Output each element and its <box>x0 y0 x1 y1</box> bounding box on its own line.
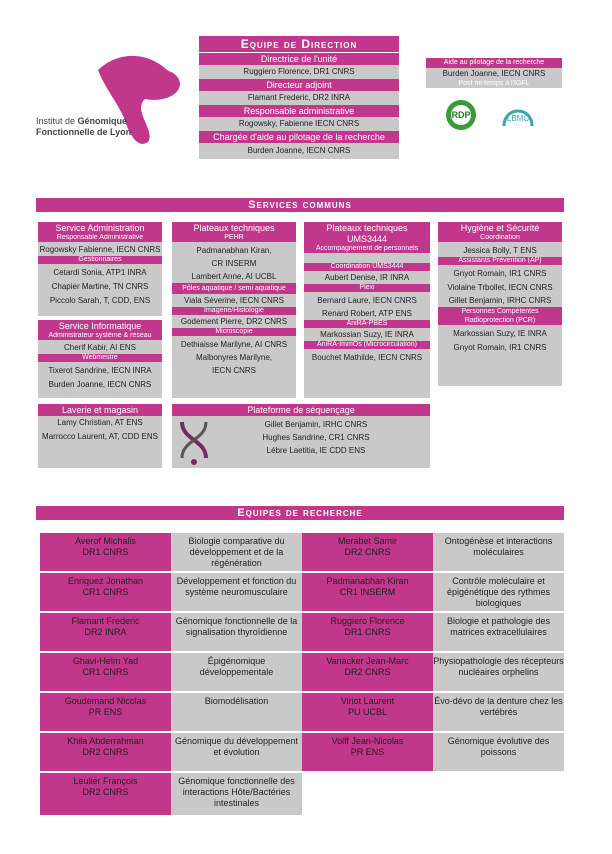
hyg-line-3: Violaine Trbollet, IECN CNRS <box>447 283 553 292</box>
team-name: Ghavi-Helm Yad <box>72 656 139 666</box>
team-rank: CR1 CNRS <box>82 667 129 677</box>
admin-sub2: Gestionnaires <box>38 256 162 264</box>
ums-title2: UMS3444 <box>304 234 430 245</box>
team-rank: DR2 CNRS <box>82 787 129 797</box>
direction-label-4: Chargée d'aide au pilotage de la recherche <box>199 131 399 143</box>
plateaux-pehr <box>172 222 296 398</box>
admin-line-3: Chapier Martine, TN CNRS <box>51 282 149 291</box>
research-title: Equipes de recherche <box>36 506 564 520</box>
team-head-3 <box>302 573 433 611</box>
team-name: Averof Michalis <box>75 536 136 546</box>
aide-name: Burden Joanne, IECN CNRS <box>426 68 562 80</box>
pehr-sub1: PEHR <box>172 234 296 242</box>
info-line-1: Cherif Kabir, AI ENS <box>63 343 137 352</box>
ums-line-5: Bouchet Mathilde, IECN CNRS <box>311 353 423 362</box>
service-administration <box>38 222 162 316</box>
team-topic-12: Génomique fonctionnelle des interactions Hôte/Bactéries intestinales <box>171 773 302 815</box>
info-sub: Administrateur système & réseau <box>38 332 162 340</box>
team-name: Vanacker Jean-Marc <box>326 656 409 666</box>
direction-name-3: Rogowsky, Fabienne IECN CNRS <box>199 117 399 131</box>
laverie-line-2: Marrocco Laurent, AT, CDD ENS <box>42 432 158 441</box>
team-rank: DR2 CNRS <box>82 747 129 757</box>
team-topic-3: Contrôle moléculaire et épigénétique des rythmes biologiques <box>433 573 564 611</box>
hyg-title: Hygiène et Sécurité <box>438 222 562 234</box>
ums-line-1: Aubert Denise, IR INRA <box>324 273 410 282</box>
pehr-sub2: Pôles aquatique / semi aquatique <box>172 283 296 294</box>
direction-label-2: Directeur adjoint <box>199 79 399 91</box>
ums-sub4: AniRA-ImmOs (Microcirculation) <box>304 341 430 349</box>
pehr-sub3: Imagerie/Histologie <box>172 307 296 315</box>
ums-line-2: Bernard Laure, IECN CNRS <box>317 296 417 305</box>
direction-label-1: Directrice de l'unité <box>199 53 399 65</box>
pehr-title: Plateaux techniques <box>172 222 296 234</box>
direction-name-4: Burden Joanne, IECN CNRS <box>199 143 399 159</box>
ums-line-4: Markossian Suzy, IE INRA <box>320 330 414 339</box>
aide-block <box>426 58 562 88</box>
pehr-line-2: CR INSERM <box>211 259 257 268</box>
service-informatique <box>38 320 162 398</box>
rdp-label: RDP <box>451 110 471 120</box>
team-topic-6: Épigénomique développementale <box>171 653 302 691</box>
ums-line-3: Renard Robert, ATP ENS <box>322 309 412 318</box>
direction-title: Equipe de Direction <box>199 36 399 52</box>
direction-name-1: Ruggiero Florence, DR1 CNRS <box>199 65 399 79</box>
direction-name-2: Flamant Frederic, DR2 INRA <box>199 91 399 105</box>
ums-sub2: Plexi <box>304 284 430 292</box>
teams-grid <box>40 533 564 815</box>
seq-line-1: Gillet Benjamin, IRHC CNRS <box>264 420 368 429</box>
logo-line1b: Génomique <box>77 116 128 126</box>
direction-row-2 <box>199 79 399 105</box>
team-topic-4: Génomique fonctionnelle de la signalisation thyroïdienne <box>171 613 302 651</box>
rdp-logo <box>441 98 481 132</box>
direction-row-1 <box>199 53 399 79</box>
team-topic-0: Biologie comparative du développement et de la régénération <box>171 533 302 571</box>
pehr-line-7: Malbonyres Marilyne, <box>195 353 273 362</box>
direction-row-4 <box>199 131 399 159</box>
team-topic-8: Biomodélisation <box>171 693 302 731</box>
logo-line1a: Institut de <box>36 116 78 126</box>
direction-row-3 <box>199 105 399 131</box>
team-head-10 <box>40 733 171 771</box>
admin-sub: Responsable Administrative <box>38 234 162 242</box>
direction-label-3: Responsable administrative <box>199 105 399 117</box>
ums-sub3: AniRA-PBES <box>304 320 430 328</box>
seq-line-3: Lébre Laetitia, IE CDD ENS <box>266 446 366 455</box>
team-head-1 <box>302 533 433 571</box>
aide-label: Aide au pilotage de la recherche <box>426 58 562 68</box>
team-rank: DR2 INRA <box>84 627 127 637</box>
ums-title: Plateaux techniques <box>304 222 430 234</box>
lbmc-logo <box>498 100 538 134</box>
admin-line-4: Piccolo Sarah, T, CDD, ENS <box>49 296 151 305</box>
lbmc-label: LBMC <box>506 114 530 123</box>
team-head-8 <box>40 693 171 731</box>
hyg-line-1: Jessica Bolly, T ENS <box>463 246 537 255</box>
laverie-line-1: Lamy Christian, AT ENS <box>57 418 143 427</box>
hygiene-securite <box>438 222 562 386</box>
team-topic-10: Génomique du développement et évolution <box>171 733 302 771</box>
pehr-line-1: Padmanabhan Kiran, <box>196 246 272 255</box>
dna-helix-icon <box>174 418 214 466</box>
direction-block <box>199 36 399 159</box>
team-topic-1: Ontogénèse et interactions moléculaires <box>433 533 564 571</box>
team-topic-7: Physiopathologie des récepteurs nucléaires orphelins <box>433 653 564 691</box>
team-rank: PR ENS <box>350 747 385 757</box>
logo-line2: Fonctionnelle de Lyon <box>36 127 132 137</box>
hyg-line-4: Gillet Benjamin, IRHC CNRS <box>448 296 552 305</box>
team-name: Ruggiero Florence <box>330 616 405 626</box>
logo-text <box>36 116 131 138</box>
team-rank: PU UCBL <box>347 707 387 717</box>
team-name: Leulier François <box>73 776 138 786</box>
admin-line-1: Rogowsky Fabienne, IECN CNRS <box>39 245 161 254</box>
team-head-6 <box>40 653 171 691</box>
plateaux-ums3444 <box>304 222 430 398</box>
team-head-12 <box>40 773 171 815</box>
team-head-9 <box>302 693 433 731</box>
team-head-7 <box>302 653 433 691</box>
ums-sub1: Coordination UMS3444 <box>304 263 430 271</box>
igfl-logo <box>36 50 186 150</box>
pehr-line-5: Godement Pierre, DR2 CNRS <box>180 317 288 326</box>
team-rank: PR ENS <box>88 707 123 717</box>
team-name: Enriquez Jonathan <box>67 576 144 586</box>
laverie-magasin <box>38 404 162 468</box>
team-rank: CR1 CNRS <box>82 587 129 597</box>
services-title: Services communs <box>36 198 564 212</box>
team-head-4 <box>40 613 171 651</box>
info-line-3: Burden Joanne, IECN CNRS <box>48 380 152 389</box>
pehr-line-4: Viala Séverine, IECN CNRS <box>184 296 284 305</box>
pehr-line-8: IECN CNRS <box>211 366 256 375</box>
team-topic-9: Évo-dévo de la denture chez les vertébrés <box>433 693 564 731</box>
admin-title: Service Administration <box>38 222 162 234</box>
team-head-11 <box>302 733 433 771</box>
team-rank: DR2 CNRS <box>344 547 391 557</box>
hyg-line-6: Gnyot Romain, IR1 CNRS <box>453 343 547 352</box>
laverie-title: Laverie et magasin <box>38 404 162 416</box>
team-rank: DR2 CNRS <box>344 667 391 677</box>
team-name: Khila Abderrahman <box>67 736 144 746</box>
pehr-line-6: Dethiaisse Marilyne, AI CNRS <box>180 340 288 349</box>
seq-line-2: Hughes Sandrine, CR1 CNRS <box>262 433 370 442</box>
team-name: Viriot Laurent <box>340 696 395 706</box>
hyg-line-5: Markossian Suzy, IE INRA <box>453 329 547 338</box>
pehr-sub4: Microscopie <box>172 328 296 336</box>
plateforme-sequencage <box>172 404 430 468</box>
hyg-line-2: Gnyot Romain, IR1 CNRS <box>453 269 547 278</box>
team-rank: CR1 INSERM <box>339 587 396 597</box>
team-head-5 <box>302 613 433 651</box>
aide-sub: Post mi-temps à l'IGFL <box>426 80 562 88</box>
info-line-2: Tixerot Sandrine, IECN INRA <box>48 366 152 375</box>
info-sub2: Webmestre <box>38 354 162 362</box>
team-name: Flamant Frederic <box>71 616 140 626</box>
hyg-sub1: Assistants Prévention (AP) <box>438 257 562 265</box>
team-name: Volff Jean-Nicolas <box>331 736 404 746</box>
admin-line-2: Cetardi Sonia, ATP1 INRA <box>53 268 147 277</box>
team-head-2 <box>40 573 171 611</box>
pehr-line-3: Lambert Anne, AI UCBL <box>191 272 277 281</box>
hyg-sub2: Personnes Compétentes Radioprotection (PCR) <box>438 307 562 325</box>
seq-title: Plateforme de séquençage <box>172 404 430 416</box>
team-name: Padmanabhan Kiran <box>326 576 409 586</box>
team-topic-5: Biologie et pathologie des matrices extracellulaires <box>433 613 564 651</box>
team-name: Merabet Samir <box>337 536 398 546</box>
team-rank: DR1 CNRS <box>82 547 129 557</box>
team-rank: DR1 CNRS <box>344 627 391 637</box>
team-topic-2: Développement et fonction du système neuromusculaire <box>171 573 302 611</box>
info-title: Service Informatique <box>38 320 162 332</box>
hyg-sub0: Coordination <box>438 234 562 242</box>
team-name: Goudemand Nicolas <box>64 696 147 706</box>
ums-sub0: Accompagnement de personnels <box>304 245 430 253</box>
team-head-0 <box>40 533 171 571</box>
team-topic-11: Génomique évolutive des poissons <box>433 733 564 771</box>
